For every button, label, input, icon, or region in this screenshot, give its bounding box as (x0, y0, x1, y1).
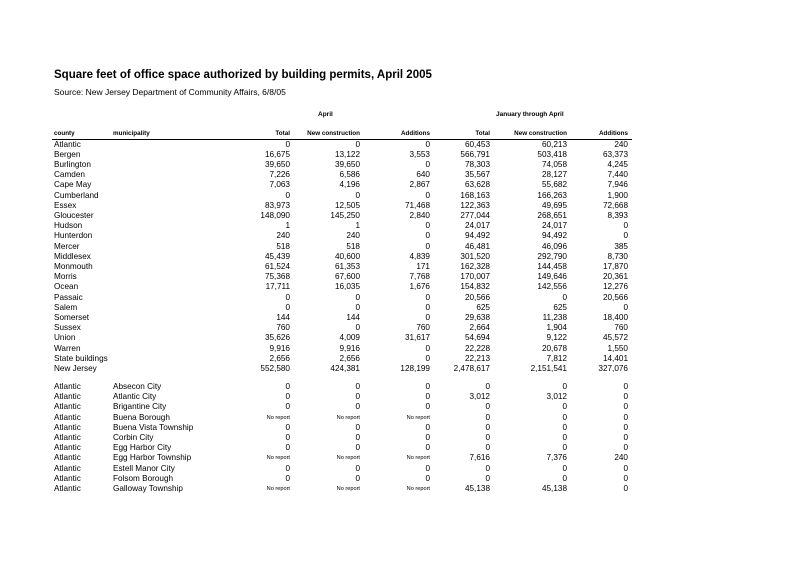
column-header-april-additions: Additions (400, 130, 430, 137)
county-cell: Hunterdon (54, 231, 93, 241)
april-total-cell: 0 (285, 433, 290, 442)
table-row (0, 201, 800, 211)
april-new-construction-cell: 145,250 (330, 210, 360, 220)
april-total-cell: 144 (276, 312, 290, 322)
table-row (0, 231, 800, 241)
april-additions-cell: 0 (425, 302, 430, 312)
municipality-cell: Atlantic City (113, 392, 157, 402)
jan-apr-additions-cell: 0 (623, 473, 628, 483)
table-row (0, 402, 800, 412)
april-new-construction-cell: 0 (355, 292, 360, 302)
april-total-cell: 0 (285, 402, 290, 412)
municipality-cell: Egg Harbor Township (113, 453, 192, 463)
municipality-cell: Galloway Township (113, 484, 183, 493)
april-additions-cell: 0 (425, 353, 430, 363)
april-new-construction-cell: 9,916 (339, 343, 360, 353)
jan-apr-total-cell: 20,566 (464, 292, 490, 302)
jan-apr-new-construction-cell: 149,646 (537, 272, 567, 282)
april-new-construction-cell: 0 (355, 422, 360, 432)
county-cell: State buildings (54, 353, 108, 363)
april-new-construction-cell: 0 (355, 190, 360, 200)
column-header-municipality: municipality (113, 130, 150, 137)
jan-apr-new-construction-cell: 292,790 (537, 251, 567, 261)
april-additions-cell: 0 (425, 473, 430, 483)
county-cell: Bergen (54, 149, 81, 159)
april-new-construction-cell: 0 (355, 433, 360, 442)
county-cell: Atlantic (54, 402, 81, 412)
table-row (0, 392, 800, 402)
jan-apr-additions-cell: 14,401 (602, 353, 628, 363)
county-cell: Salem (54, 302, 78, 312)
county-cell: Atlantic (54, 139, 81, 149)
jan-apr-new-construction-cell: 0 (562, 433, 567, 442)
jan-apr-additions-cell: 0 (623, 302, 628, 312)
april-additions-cell: 1,676 (409, 282, 430, 292)
county-cell: Atlantic (54, 463, 81, 473)
jan-apr-total-cell: 0 (485, 473, 490, 483)
jan-apr-total-cell: 7,616 (469, 453, 490, 463)
jan-apr-total-cell: 22,228 (464, 343, 490, 353)
april-additions-cell: 71,468 (404, 200, 430, 210)
column-header-county: county (54, 130, 75, 137)
april-total-cell: 83,973 (264, 200, 290, 210)
table-row (0, 242, 800, 252)
april-total-cell: 0 (285, 463, 290, 473)
jan-apr-new-construction-cell: 60,213 (541, 139, 567, 149)
april-total-cell: No report (266, 455, 290, 462)
april-total-cell: 552,580 (260, 363, 290, 373)
table-row (0, 313, 800, 323)
county-cell: Atlantic (54, 473, 81, 483)
jan-apr-total-cell: 0 (485, 382, 490, 391)
column-header-jan-apr-additions: Additions (598, 130, 628, 137)
jan-apr-total-cell: 168,163 (460, 190, 490, 200)
april-additions-cell: 640 (416, 170, 430, 180)
jan-apr-new-construction-cell: 20,678 (541, 343, 567, 353)
jan-apr-new-construction-cell: 0 (562, 402, 567, 412)
april-additions-cell: 171 (416, 261, 430, 271)
county-cell: Cumberland (54, 190, 99, 200)
municipality-cell: Folsom Borough (113, 473, 174, 483)
jan-apr-total-cell: 29,638 (464, 312, 490, 322)
county-cell: Burlington (54, 159, 91, 169)
april-new-construction-cell: No report (336, 486, 360, 492)
april-total-cell: 75,368 (264, 272, 290, 282)
jan-apr-new-construction-cell: 0 (562, 463, 567, 473)
april-new-construction-cell: 518 (346, 241, 360, 251)
group-header-april: April (318, 111, 333, 118)
april-new-construction-cell: 0 (355, 402, 360, 412)
april-new-construction-cell: 39,650 (334, 159, 360, 169)
jan-apr-new-construction-cell: 11,238 (542, 312, 567, 322)
jan-apr-total-cell: 566,791 (460, 149, 490, 159)
jan-apr-total-cell: 625 (476, 302, 490, 312)
jan-apr-additions-cell: 8,730 (607, 251, 628, 261)
jan-apr-total-cell: 0 (485, 433, 490, 442)
april-total-cell: No report (266, 414, 290, 421)
april-additions-cell: 7,768 (409, 272, 430, 282)
april-total-cell: 0 (285, 392, 290, 402)
jan-apr-additions-cell: 0 (623, 392, 628, 402)
april-additions-cell: 0 (425, 190, 430, 200)
table-row (0, 170, 800, 180)
county-cell: Camden (54, 170, 85, 180)
jan-apr-additions-cell: 0 (623, 422, 628, 432)
county-cell: Union (54, 333, 76, 343)
april-total-cell: 0 (285, 473, 290, 483)
jan-apr-additions-cell: 0 (623, 382, 628, 391)
jan-apr-new-construction-cell: 55,682 (541, 180, 567, 190)
jan-apr-new-construction-cell: 46,096 (541, 241, 567, 251)
jan-apr-additions-cell: 45,572 (602, 333, 628, 343)
table-row (0, 160, 800, 170)
jan-apr-new-construction-cell: 7,812 (546, 353, 567, 363)
april-additions-cell: 0 (425, 422, 430, 432)
county-cell: Gloucester (54, 210, 94, 220)
jan-apr-new-construction-cell: 166,263 (537, 190, 567, 200)
jan-apr-additions-cell: 7,440 (607, 170, 628, 180)
april-new-construction-cell: 0 (355, 382, 360, 391)
jan-apr-total-cell: 0 (485, 443, 490, 453)
county-cell: Atlantic (54, 453, 81, 463)
april-new-construction-cell: 424,381 (330, 363, 360, 373)
column-header-april-new-construction: New construction (307, 130, 360, 137)
april-total-cell: 518 (276, 241, 290, 251)
column-header-april-total: Total (275, 130, 290, 137)
jan-apr-new-construction-cell: 2,151,541 (530, 363, 567, 373)
report-source: Source: New Jersey Department of Community Affairs, 6/8/05 (54, 87, 286, 97)
jan-apr-new-construction-cell: 0 (562, 473, 567, 483)
jan-apr-total-cell: 94,492 (464, 231, 490, 241)
april-additions-cell: 2,867 (409, 180, 430, 190)
table-row (0, 323, 800, 333)
jan-apr-new-construction-cell: 24,017 (541, 221, 567, 231)
april-new-construction-cell: 0 (355, 443, 360, 453)
jan-apr-total-cell: 45,138 (464, 484, 490, 493)
april-total-cell: 17,711 (265, 282, 290, 292)
jan-apr-additions-cell: 0 (623, 443, 628, 453)
county-cell: Atlantic (54, 422, 81, 432)
jan-apr-new-construction-cell: 49,695 (541, 200, 567, 210)
jan-apr-additions-cell: 0 (623, 231, 628, 241)
april-total-cell: 0 (285, 292, 290, 302)
municipality-cell: Corbin City (113, 433, 154, 442)
jan-apr-total-cell: 162,328 (460, 261, 490, 271)
municipality-cell: Egg Harbor City (113, 443, 172, 453)
table-row (0, 150, 800, 160)
table-row (0, 303, 800, 313)
jan-apr-new-construction-cell: 0 (562, 422, 567, 432)
april-new-construction-cell: 12,505 (334, 200, 360, 210)
jan-apr-new-construction-cell: 94,492 (541, 231, 567, 241)
april-new-construction-cell: 0 (355, 139, 360, 149)
jan-apr-additions-cell: 0 (623, 221, 628, 231)
table-row (0, 474, 800, 484)
april-additions-cell: 0 (425, 292, 430, 302)
jan-apr-additions-cell: 240 (614, 453, 628, 463)
table-row (0, 423, 800, 433)
april-new-construction-cell: 0 (355, 323, 360, 333)
county-cell: Somerset (54, 312, 90, 322)
jan-apr-additions-cell: 0 (623, 433, 628, 442)
april-additions-cell: 0 (425, 343, 430, 353)
table-row (0, 262, 800, 272)
april-additions-cell: 31,617 (404, 333, 430, 343)
april-new-construction-cell: 13,122 (334, 149, 360, 159)
jan-apr-new-construction-cell: 0 (562, 292, 567, 302)
jan-apr-new-construction-cell: 45,138 (541, 484, 567, 493)
april-new-construction-cell: 2,656 (339, 353, 360, 363)
county-cell: Essex (54, 200, 77, 210)
april-new-construction-cell: 0 (355, 463, 360, 473)
april-additions-cell: 0 (425, 433, 430, 442)
jan-apr-additions-cell: 20,361 (602, 272, 628, 282)
april-additions-cell: 128,199 (400, 363, 430, 373)
jan-apr-additions-cell: 1,900 (607, 190, 628, 200)
april-additions-cell: 0 (425, 392, 430, 402)
april-new-construction-cell: 4,196 (339, 180, 360, 190)
jan-apr-additions-cell: 8,393 (607, 210, 628, 220)
county-cell: Atlantic (54, 433, 81, 442)
april-total-cell: 7,226 (269, 170, 290, 180)
table-row (0, 180, 800, 190)
april-new-construction-cell: 240 (346, 231, 360, 241)
april-new-construction-cell: 61,353 (334, 261, 360, 271)
jan-apr-additions-cell: 0 (623, 402, 628, 412)
april-total-cell: 0 (285, 422, 290, 432)
april-total-cell: No report (266, 486, 290, 492)
jan-apr-additions-cell: 4,245 (607, 159, 628, 169)
jan-apr-additions-cell: 18,400 (602, 312, 628, 322)
jan-apr-total-cell: 277,044 (460, 210, 490, 220)
april-total-cell: 16,675 (264, 149, 290, 159)
jan-apr-total-cell: 170,007 (460, 272, 490, 282)
jan-apr-new-construction-cell: 28,127 (541, 170, 567, 180)
april-total-cell: 148,090 (260, 210, 290, 220)
table-row (0, 221, 800, 231)
county-cell: Monmouth (54, 261, 93, 271)
april-total-cell: 0 (285, 302, 290, 312)
jan-apr-additions-cell: 0 (623, 484, 628, 493)
jan-apr-total-cell: 54,694 (464, 333, 490, 343)
jan-apr-new-construction-cell: 9,122 (546, 333, 567, 343)
jan-apr-additions-cell: 327,076 (598, 363, 628, 373)
county-cell: Ocean (54, 282, 79, 292)
jan-apr-additions-cell: 17,870 (602, 261, 628, 271)
jan-apr-additions-cell: 20,566 (602, 292, 628, 302)
jan-apr-new-construction-cell: 3,012 (546, 392, 567, 402)
municipality-cell: Buena Vista Township (113, 422, 194, 432)
column-header-jan-apr-total: Total (475, 130, 490, 137)
april-additions-cell: 0 (425, 221, 430, 231)
county-cell: Atlantic (54, 412, 81, 422)
table-row (0, 333, 800, 343)
county-cell: Sussex (54, 323, 81, 333)
table-row (0, 382, 800, 392)
jan-apr-additions-cell: 240 (614, 139, 628, 149)
jan-apr-total-cell: 122,363 (460, 200, 490, 210)
jan-apr-total-cell: 46,481 (464, 241, 490, 251)
jan-apr-total-cell: 60,453 (464, 139, 490, 149)
jan-apr-new-construction-cell: 74,058 (541, 159, 567, 169)
jan-apr-new-construction-cell: 7,376 (546, 453, 567, 463)
jan-apr-total-cell: 63,628 (464, 180, 490, 190)
jan-apr-total-cell: 35,567 (464, 170, 490, 180)
april-new-construction-cell: 1 (355, 221, 360, 231)
april-additions-cell: 3,553 (409, 149, 430, 159)
april-new-construction-cell: No report (336, 414, 360, 421)
table-row (0, 191, 800, 201)
jan-apr-additions-cell: 0 (623, 412, 628, 422)
april-total-cell: 0 (285, 190, 290, 200)
april-total-cell: 9,916 (269, 343, 290, 353)
april-total-cell: 39,650 (264, 159, 290, 169)
april-new-construction-cell: 4,009 (339, 333, 360, 343)
table-row (0, 272, 800, 282)
jan-apr-total-cell: 78,303 (464, 159, 490, 169)
county-cell: Mercer (54, 241, 80, 251)
april-additions-cell: No report (406, 414, 430, 421)
county-cell: Atlantic (54, 382, 81, 391)
jan-apr-new-construction-cell: 1,904 (546, 323, 567, 333)
april-new-construction-cell: 0 (355, 302, 360, 312)
table-row (0, 453, 800, 463)
jan-apr-new-construction-cell: 503,418 (537, 149, 567, 159)
jan-apr-new-construction-cell: 268,651 (537, 210, 567, 220)
jan-apr-total-cell: 2,664 (469, 323, 490, 333)
jan-apr-additions-cell: 1,550 (607, 343, 628, 353)
april-total-cell: 0 (285, 443, 290, 453)
county-cell: Atlantic (54, 392, 81, 402)
jan-apr-additions-cell: 385 (614, 241, 628, 251)
jan-apr-total-cell: 0 (485, 463, 490, 473)
jan-apr-additions-cell: 72,668 (602, 200, 628, 210)
april-additions-cell: 0 (425, 463, 430, 473)
county-cell: Passaic (54, 292, 83, 302)
april-new-construction-cell: 16,035 (334, 282, 360, 292)
table-row (0, 433, 800, 443)
jan-apr-total-cell: 0 (485, 402, 490, 412)
jan-apr-additions-cell: 7,946 (607, 180, 628, 190)
april-total-cell: 0 (285, 139, 290, 149)
april-additions-cell: 0 (425, 443, 430, 453)
april-total-cell: 61,524 (264, 261, 290, 271)
april-additions-cell: No report (406, 486, 430, 492)
jan-apr-new-construction-cell: 142,556 (537, 282, 567, 292)
table-row (0, 140, 800, 150)
jan-apr-new-construction-cell: 625 (553, 302, 567, 312)
april-additions-cell: 0 (425, 402, 430, 412)
april-new-construction-cell: 0 (355, 392, 360, 402)
april-total-cell: 0 (285, 382, 290, 391)
group-header-jan-apr: January through April (496, 111, 564, 118)
jan-apr-total-cell: 301,520 (460, 251, 490, 261)
county-cell: Cape May (54, 180, 92, 190)
april-total-cell: 35,626 (264, 333, 290, 343)
jan-apr-new-construction-cell: 0 (562, 443, 567, 453)
table-row (0, 464, 800, 474)
table-row (0, 252, 800, 262)
april-total-cell: 7,063 (269, 180, 290, 190)
april-new-construction-cell: 67,600 (334, 272, 360, 282)
jan-apr-additions-cell: 0 (623, 463, 628, 473)
county-cell: Morris (54, 272, 77, 282)
april-total-cell: 2,656 (269, 353, 290, 363)
table-row (0, 413, 800, 423)
april-additions-cell: 0 (425, 312, 430, 322)
april-new-construction-cell: 40,600 (334, 251, 360, 261)
jan-apr-additions-cell: 63,373 (602, 149, 628, 159)
jan-apr-total-cell: 2,478,617 (453, 363, 490, 373)
jan-apr-new-construction-cell: 144,458 (537, 261, 567, 271)
april-additions-cell: 4,839 (409, 251, 430, 261)
jan-apr-total-cell: 154,832 (460, 282, 490, 292)
april-additions-cell: 0 (425, 382, 430, 391)
jan-apr-total-cell: 3,012 (469, 392, 490, 402)
april-total-cell: 1 (285, 221, 290, 231)
jan-apr-total-cell: 0 (485, 412, 490, 422)
table-row (0, 293, 800, 303)
municipality-cell: Estell Manor City (113, 463, 175, 473)
april-additions-cell: 2,840 (409, 210, 430, 220)
april-new-construction-cell: No report (336, 455, 360, 462)
county-cell: Atlantic (54, 443, 81, 453)
april-new-construction-cell: 144 (346, 312, 360, 322)
april-additions-cell: 0 (425, 241, 430, 251)
jan-apr-total-cell: 24,017 (464, 221, 490, 231)
county-cell: New Jersey (54, 363, 97, 373)
april-new-construction-cell: 6,586 (339, 170, 360, 180)
municipality-cell: Brigantine City (113, 402, 167, 412)
municipality-cell: Buena Borough (113, 412, 170, 422)
report-title: Square feet of office space authorized by building permits, April 2005 (54, 69, 432, 81)
jan-apr-additions-cell: 12,276 (602, 282, 628, 292)
april-new-construction-cell: 0 (355, 473, 360, 483)
county-cell: Warren (54, 343, 81, 353)
jan-apr-additions-cell: 760 (614, 323, 628, 333)
april-additions-cell: No report (406, 455, 430, 462)
april-additions-cell: 0 (425, 139, 430, 149)
table-row (0, 484, 800, 494)
april-total-cell: 45,439 (264, 251, 290, 261)
april-additions-cell: 0 (425, 159, 430, 169)
municipality-cell: Absecon City (113, 382, 162, 391)
april-additions-cell: 760 (416, 323, 430, 333)
table-row (0, 364, 800, 374)
jan-apr-total-cell: 22,213 (464, 353, 490, 363)
county-cell: Middlesex (54, 251, 91, 261)
table-row (0, 354, 800, 364)
table-row (0, 344, 800, 354)
table-row (0, 211, 800, 221)
table-row (0, 443, 800, 453)
jan-apr-new-construction-cell: 0 (562, 382, 567, 391)
county-cell: Atlantic (54, 484, 81, 493)
april-total-cell: 240 (276, 231, 290, 241)
county-cell: Hudson (54, 221, 83, 231)
jan-apr-new-construction-cell: 0 (562, 412, 567, 422)
jan-apr-total-cell: 0 (485, 422, 490, 432)
april-additions-cell: 0 (425, 231, 430, 241)
april-total-cell: 760 (276, 323, 290, 333)
column-header-jan-apr-new-construction: New construction (514, 130, 567, 137)
table-row (0, 282, 800, 292)
